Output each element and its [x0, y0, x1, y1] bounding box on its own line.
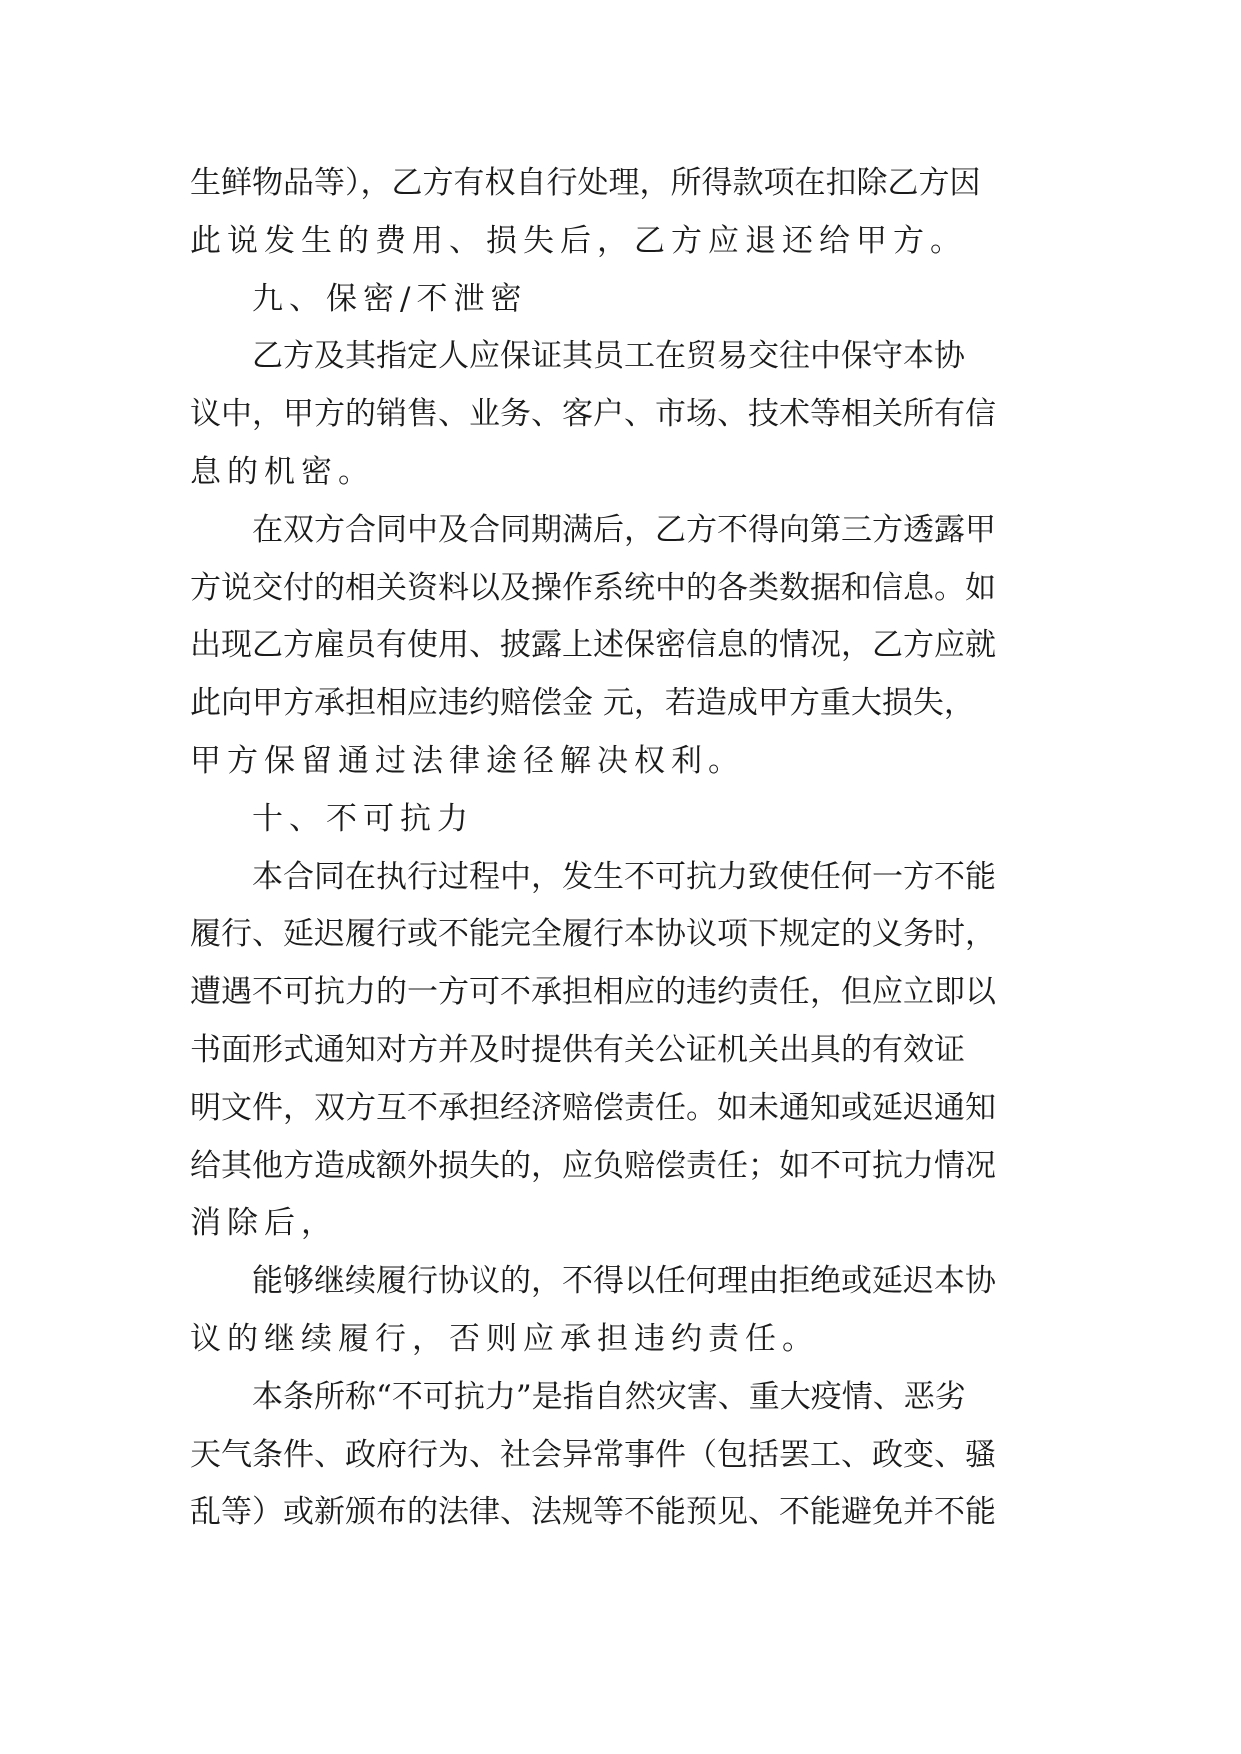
text-line: 本条所称“不可抗力”是指自然灾害、重大疫情、恶劣: [252, 1378, 966, 1415]
text-line: 消除后，: [190, 1205, 338, 1242]
text-line: 能够继续履行协议的，不得以任何理由拒绝或延迟本协: [252, 1263, 996, 1300]
section-heading-force-majeure: 十、不可抗力: [252, 800, 474, 837]
text-line: 明文件，双方互不承担经济赔偿责任。如未通知或延迟通知: [190, 1089, 996, 1126]
text-line: 甲方保留通过法律途径解决权利。: [190, 742, 745, 779]
text-line: 息的机密。: [190, 453, 375, 490]
section-heading-confidentiality: 九、保密/不泄密: [252, 280, 528, 317]
text-line: 乱等）或新颁布的法律、法规等不能预见、不能避免并不能: [190, 1494, 996, 1531]
text-line: 给其他方造成额外损失的，应负赔偿责任；如不可抗力情况: [190, 1147, 996, 1184]
text-line: 议的继续履行，否则应承担违约责任。: [190, 1320, 819, 1357]
text-line: 乙方及其指定人应保证其员工在贸易交往中保守本协: [252, 338, 965, 375]
text-line: 履行、延迟履行或不能完全履行本协议项下规定的义务时，: [190, 916, 996, 953]
text-line: 出现乙方雇员有使用、披露上述保密信息的情况，乙方应就: [190, 627, 996, 664]
text-line: 议中，甲方的销售、业务、客户、市场、技术等相关所有信: [190, 396, 996, 433]
text-line: 天气条件、政府行为、社会异常事件（包括罢工、政变、骚: [190, 1436, 996, 1473]
text-line: 此向甲方承担相应违约赔偿金 元，若造成甲方重大损失，: [190, 685, 975, 722]
text-line: 书面形式通知对方并及时提供有关公证机关出具的有效证: [190, 1031, 965, 1068]
text-line: 此说发生的费用、损失后，乙方应退还给甲方。: [190, 222, 967, 259]
text-line: 方说交付的相关资料以及操作系统中的各类数据和信息。如: [190, 569, 996, 606]
text-line: 生鲜物品等），乙方有权自行处理，所得款项在扣除乙方因: [190, 165, 981, 201]
text-line: 本合同在执行过程中，发生不可抗力致使任何一方不能: [252, 858, 996, 895]
text-line: 遭遇不可抗力的一方可不承担相应的违约责任，但应立即以: [190, 974, 996, 1011]
text-line: 在双方合同中及合同期满后，乙方不得向第三方透露甲: [252, 511, 996, 548]
document-body: [190, 155, 1070, 1542]
